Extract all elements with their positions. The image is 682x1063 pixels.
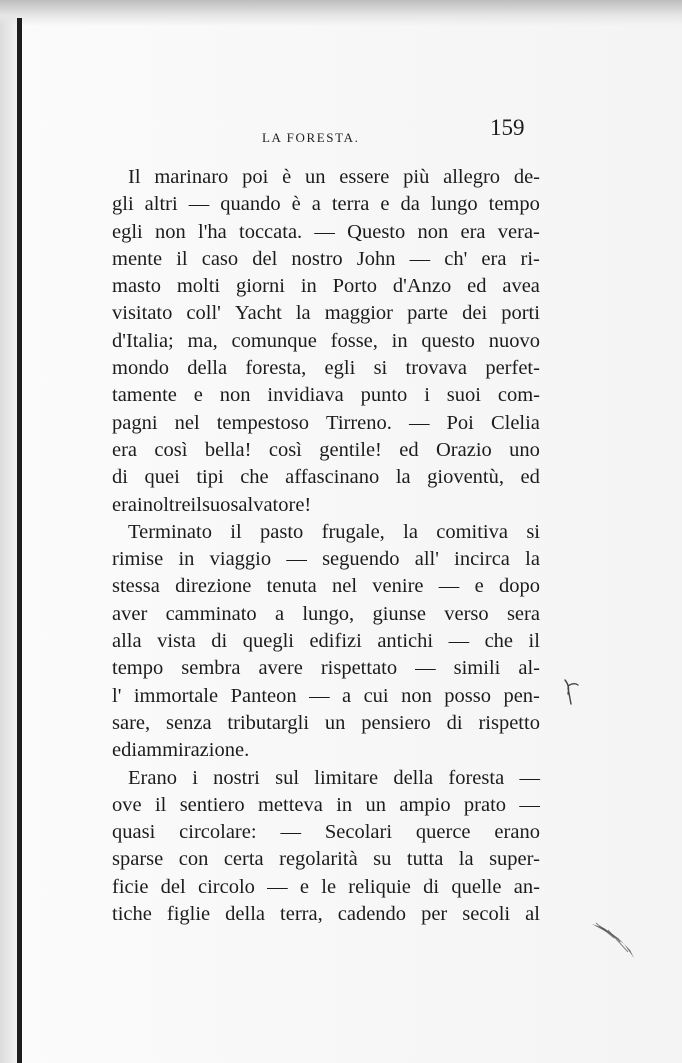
pencil-margin-mark (562, 676, 582, 706)
text-line: mondo della foresta, egli si trovava perfet- (112, 357, 540, 380)
book-spine-edge (17, 18, 22, 1063)
text-line: Terminato il pasto frugale, la comitiva si (128, 520, 540, 543)
text-line: Erano i nostri sul limitare della foresta — (128, 766, 540, 789)
text-line: era inoltre il suo salvatore! (112, 493, 312, 516)
text-line: pagni nel tempestoso Tirreno. — Poi Clelia (112, 411, 540, 434)
text-line: quasi circolare: — Secolari querce erano (112, 821, 540, 844)
text-line: tempo sembra avere rispettato — simili al- (112, 657, 540, 680)
text-line: sparse con certa regolarità su tutta la super- (112, 848, 540, 871)
body-text (112, 164, 540, 928)
text-line: d'Italia; ma, comunque fosse, in questo nuovo (112, 329, 540, 352)
spine-shadow (0, 0, 17, 1063)
ink-smudge (590, 920, 640, 965)
text-line: era così bella! così gentile! ed Orazio uno (112, 438, 540, 461)
text-line: tamente e non invidiava punto i suoi com- (112, 384, 540, 407)
text-line: stessa direzione tenuta nel venire — e dopo (112, 575, 540, 598)
text-line: tiche figlie della terra, cadendo per secoli al (112, 903, 540, 926)
text-line: ove il sentiero metteva in un ampio prato — (112, 793, 540, 816)
text-line: egli non l'ha toccata. — Questo non era vera- (112, 220, 540, 243)
text-line: rimise in viaggio — seguendo all' incirca la (112, 548, 540, 571)
top-edge-shadow (0, 0, 682, 26)
text-line: ficie del circolo — e le reliquie di quelle an- (112, 875, 540, 898)
text-line: aver camminato a lungo, giunse verso sera (112, 602, 540, 625)
page-number: 159 (490, 115, 525, 140)
running-head: LA FORESTA. (262, 130, 360, 145)
text-line: l' immortale Panteon — a cui non posso pen- (112, 684, 540, 707)
text-line: mente il caso del nostro John — ch' era ri- (112, 247, 540, 270)
text-line: alla vista di quegli edifizi antichi — che il (112, 630, 540, 653)
text-line: masto molti giorni in Porto d'Anzo ed avea (112, 275, 540, 298)
text-line: sare, senza tributargli un pensiero di rispetto (112, 711, 540, 734)
text-line: e di ammirazione. (112, 739, 250, 762)
text-line: gli altri — quando è a terra e da lungo tempo (112, 193, 540, 216)
text-line: Il marinaro poi è un essere più allegro de- (128, 166, 540, 188)
text-line: visitato coll' Yacht la maggior parte dei porti (112, 302, 540, 325)
text-line: di quei tipi che affascinano la gioventù, ed (112, 466, 540, 489)
